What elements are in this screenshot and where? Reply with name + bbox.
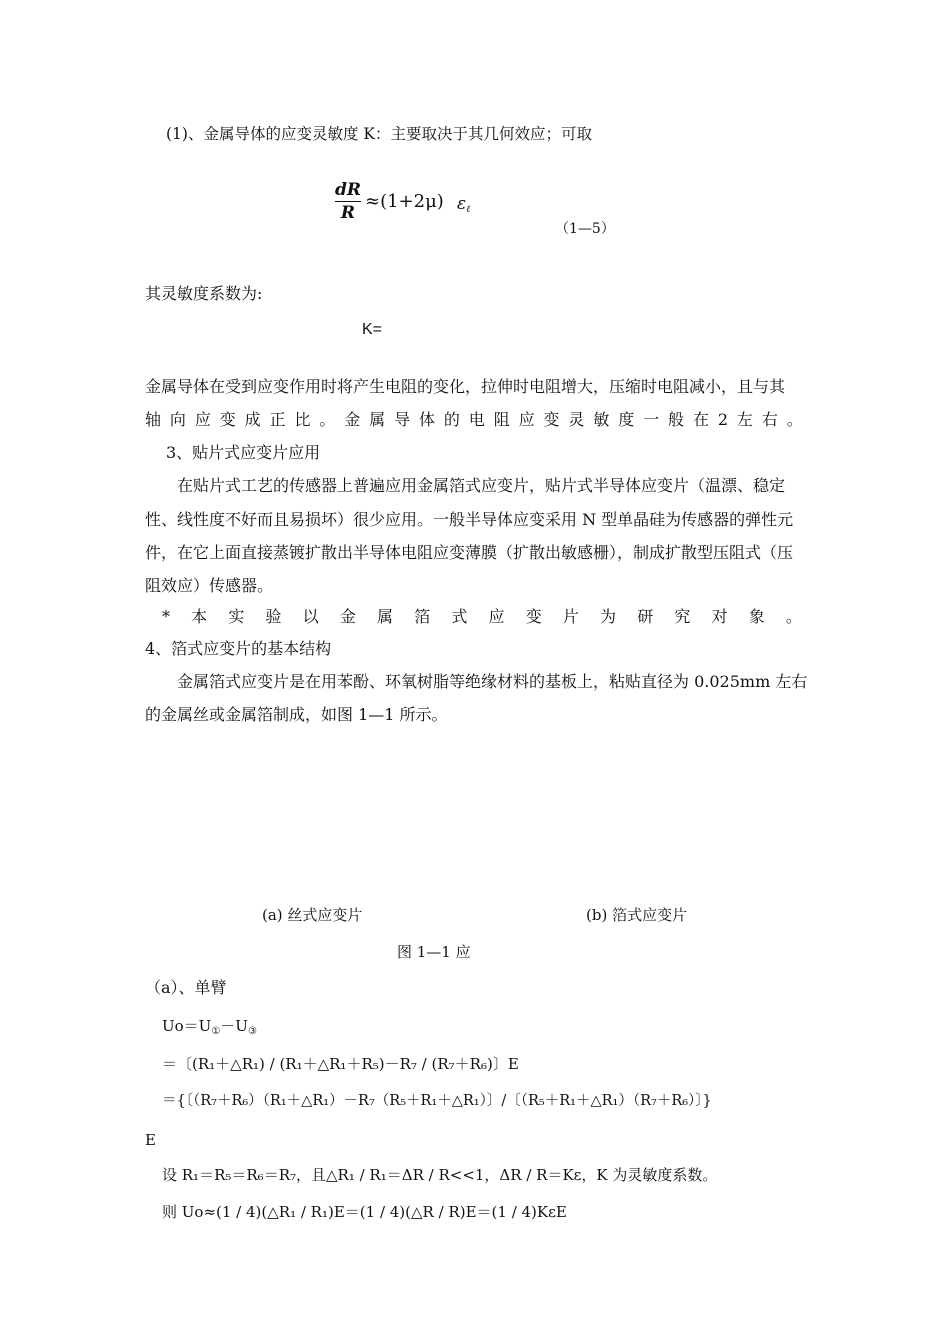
char: 向 bbox=[169, 410, 186, 429]
char: 在 bbox=[692, 410, 709, 429]
paragraph-patch-3: 件，在它上面直接蒸镀扩散出半导体电阻应变薄膜（扩散出敏感栅），制成扩散型压阻式（压 bbox=[145, 543, 794, 562]
formula-number: （1—5） bbox=[555, 221, 615, 237]
char: 属 bbox=[369, 410, 386, 429]
k-equation: K= bbox=[362, 321, 383, 338]
eq-part: Uo＝U bbox=[162, 1017, 212, 1035]
equation-line-3-wrap: E bbox=[145, 1131, 156, 1149]
char: 属 bbox=[377, 607, 394, 626]
char: 一 bbox=[643, 410, 660, 429]
heading-4: 4、箔式应变片的基本结构 bbox=[145, 639, 332, 658]
char: 。 bbox=[785, 607, 802, 626]
section-single-arm: （a）、单臂 bbox=[145, 978, 227, 997]
char: 度 bbox=[618, 410, 635, 429]
char: 轴 bbox=[145, 410, 162, 429]
eq-part: －U bbox=[220, 1017, 248, 1035]
char: 。 bbox=[786, 410, 803, 429]
char: 电 bbox=[468, 410, 485, 429]
epsilon-symbol: ε bbox=[457, 194, 467, 214]
char: 应 bbox=[518, 410, 535, 429]
char: 成 bbox=[244, 410, 261, 429]
char: 应 bbox=[488, 607, 505, 626]
char: 式 bbox=[451, 607, 468, 626]
char: 的 bbox=[443, 410, 460, 429]
formula-rhs: ≈(1+2μ) bbox=[365, 191, 444, 212]
paragraph-patch-1: 在贴片式工艺的传感器上普遍应用金属箔式应变片，贴片式半导体应变片（温漂、稳定 bbox=[177, 476, 786, 495]
char: 正 bbox=[269, 410, 286, 429]
char: 箔 bbox=[414, 607, 431, 626]
equation-line-3: ＝{〔（R₇＋R₆）（R₁＋△R₁）－R₇（R₅＋R₁＋△R₁）〕/〔（R₅＋R₁＋△R₁）（R₇＋R₆）〕} bbox=[162, 1093, 712, 1109]
paragraph-patch-4: 阻效应）传感器。 bbox=[145, 576, 274, 595]
char: 片 bbox=[562, 607, 579, 626]
epsilon-subscript: ℓ bbox=[466, 204, 471, 215]
char: 为 bbox=[600, 607, 617, 626]
char: 灵 bbox=[568, 410, 585, 429]
char: * bbox=[162, 607, 170, 626]
char: 验 bbox=[265, 607, 282, 626]
char: 导 bbox=[394, 410, 411, 429]
equation-line-5: 则 Uo≈(1 / 4)(△R₁ / R₁)E＝(1 / 4)(△R / R)E＝(1 / 4)KεE bbox=[162, 1203, 567, 1221]
char: 应 bbox=[194, 410, 211, 429]
char: 般 bbox=[668, 410, 685, 429]
paragraph-resistance-change-2 bbox=[145, 410, 803, 430]
fraction-bar bbox=[335, 201, 361, 202]
formula-epsilon bbox=[457, 194, 470, 215]
fraction-numerator: dR bbox=[335, 180, 362, 200]
fraction-denominator: R bbox=[340, 203, 356, 223]
equation-line-4: 设 R₁＝R₅＝R₆＝R₇，且△R₁ / R₁＝ΔR / R<<1，ΔR / R＝Kε，K 为灵敏度系数。 bbox=[162, 1166, 718, 1184]
paragraph-metal-sensitivity: (1)、金属导体的应变灵敏度 K：主要取决于其几何效应；可取 bbox=[166, 125, 592, 143]
char: 敏 bbox=[593, 410, 610, 429]
paragraph-sensitivity-coefficient: 其灵敏度系数为: bbox=[145, 284, 263, 303]
char: 变 bbox=[543, 410, 560, 429]
char: 对 bbox=[711, 607, 728, 626]
char: 究 bbox=[674, 607, 691, 626]
char: 实 bbox=[228, 607, 245, 626]
char: 体 bbox=[418, 410, 435, 429]
fraction-dR-over-R bbox=[335, 180, 361, 223]
char: 本 bbox=[191, 607, 208, 626]
char: 金 bbox=[344, 410, 361, 429]
equation-line-1 bbox=[162, 1016, 257, 1042]
char: 比 bbox=[294, 410, 311, 429]
node-1-sub: ① bbox=[211, 1026, 221, 1037]
char: 象 bbox=[748, 607, 765, 626]
caption-wire-gauge: (a) 丝式应变片 bbox=[262, 906, 363, 924]
paragraph-foil-1: 金属箔式应变片是在用苯酚、环氧树脂等绝缘材料的基板上，粘贴直径为 0.025mm 左右 bbox=[177, 672, 808, 691]
char: 右 bbox=[761, 410, 778, 429]
equation-line-2: ＝〔(R₁＋△R₁) / (R₁＋△R₁＋R₅)－R₇ / (R₇＋R₆)〕E bbox=[162, 1055, 519, 1073]
paragraph-patch-2: 性、线性度不好而且易损坏）很少应用。一般半导体应变采用 N 型单晶硅为传感器的弹性元 bbox=[145, 510, 794, 529]
char: 研 bbox=[637, 607, 654, 626]
char: 变 bbox=[525, 607, 542, 626]
char: 金 bbox=[339, 607, 356, 626]
heading-3: 3、贴片式应变片应用 bbox=[166, 443, 321, 462]
node-3-sub: ③ bbox=[247, 1026, 257, 1037]
caption-foil-gauge: (b) 箔式应变片 bbox=[586, 906, 688, 924]
formula-1-5 bbox=[335, 180, 495, 240]
char: 左 bbox=[736, 410, 753, 429]
figure-title: 图 1—1 应 bbox=[397, 943, 471, 961]
paragraph-foil-2: 的金属丝或金属箔制成，如图 1—1 所示。 bbox=[145, 705, 448, 724]
paragraph-resistance-change-1: 金属导体在受到应变作用时将产生电阻的变化，拉伸时电阻增大，压缩时电阻减小，且与其 bbox=[145, 377, 786, 396]
char: 以 bbox=[302, 607, 319, 626]
char: 。 bbox=[319, 410, 336, 429]
char: 2 bbox=[717, 410, 729, 429]
char: 变 bbox=[219, 410, 236, 429]
char: 阻 bbox=[493, 410, 510, 429]
experiment-note bbox=[162, 607, 802, 627]
